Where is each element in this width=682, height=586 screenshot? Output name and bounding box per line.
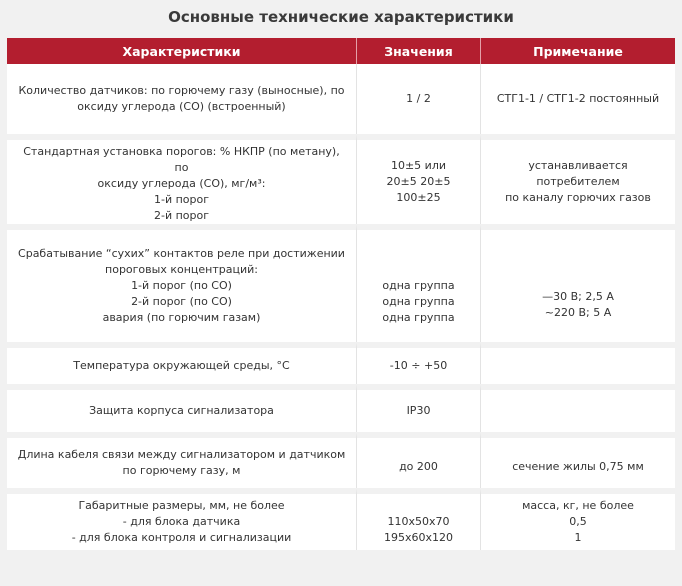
cell-text: сечение жилы 0,75 мм	[512, 460, 644, 473]
cell-note	[481, 488, 675, 550]
cell-note	[481, 384, 675, 432]
cell-text: -10 ÷ +50	[389, 359, 448, 372]
cell-text: ~220 В; 5 А	[544, 306, 612, 319]
table-row	[7, 432, 675, 488]
cell-characteristic	[7, 64, 357, 134]
header-characteristics: Характеристики	[7, 38, 357, 64]
cell-text: IP30	[406, 404, 431, 417]
cell-note	[481, 342, 675, 384]
cell-text: до 200	[399, 460, 438, 473]
cell-note	[481, 64, 675, 134]
table-row	[7, 134, 675, 224]
table-header-row	[7, 38, 675, 64]
cell-text: одна группа	[382, 311, 455, 324]
cell-text: одна группа	[382, 295, 455, 308]
table-row	[7, 384, 675, 432]
cell-value	[357, 432, 481, 488]
cell-text: 110x50x70	[387, 515, 450, 528]
cell-value	[357, 224, 481, 342]
cell-text: Срабатывание “сухих” контактов реле при достижении	[18, 247, 345, 260]
cell-text: оксиду углерода (СО), мг/м³:	[97, 177, 266, 190]
cell-text: СТГ1-1 / СТГ1-2 постоянный	[496, 92, 660, 105]
cell-value	[357, 134, 481, 224]
cell-text: 1-й порог	[153, 193, 210, 206]
cell-text: 0,5	[569, 515, 587, 528]
table-row	[7, 224, 675, 342]
cell-value	[357, 342, 481, 384]
header-values: Значения	[357, 38, 481, 64]
cell-characteristic	[7, 384, 357, 432]
cell-text: авария (по горючим газам)	[102, 311, 261, 324]
cell-text: 2-й порог (по СО)	[131, 295, 232, 308]
cell-text: одна группа	[382, 279, 455, 292]
cell-note	[481, 432, 675, 488]
cell-text: оксиду углерода (СО) (встроенный)	[77, 100, 286, 113]
cell-note	[481, 224, 675, 342]
cell-characteristic	[7, 224, 357, 342]
cell-value	[357, 384, 481, 432]
specs-table	[7, 38, 675, 550]
cell-characteristic	[7, 488, 357, 550]
cell-text: Габаритные размеры, мм, не более	[78, 499, 285, 512]
cell-text: Стандартная установка порогов: % НКПР (по метану), по	[23, 145, 340, 174]
cell-text: 2-й порог	[153, 209, 210, 222]
table-row	[7, 64, 675, 134]
table-row	[7, 342, 675, 384]
cell-text: Защита корпуса сигнализатора	[89, 404, 274, 417]
cell-value	[357, 488, 481, 550]
cell-characteristic	[7, 342, 357, 384]
cell-text: 1-й порог (по СО)	[131, 279, 232, 292]
header-note: Примечание	[481, 38, 675, 64]
cell-text: 20±5 20±5 100±25	[386, 175, 451, 204]
cell-text: масса, кг, не более	[522, 499, 634, 512]
cell-text: Температура окружающей среды, °С	[73, 359, 290, 372]
cell-text: пороговых концентраций:	[105, 263, 258, 276]
cell-text: —30 В; 2,5 А	[542, 290, 614, 303]
cell-text: 1	[574, 531, 582, 544]
cell-text: устанавливается потребителем	[528, 159, 628, 188]
cell-text: - для блока датчика	[122, 515, 241, 528]
cell-text: по каналу горючих газов	[505, 191, 651, 204]
cell-text: 195x60x120	[383, 531, 453, 544]
cell-text: по горючему газу, м	[122, 464, 241, 477]
table-row	[7, 488, 675, 550]
cell-characteristic	[7, 432, 357, 488]
cell-text: Количество датчиков: по горючему газу (выносные), по	[18, 84, 345, 97]
cell-text: Длина кабеля связи между сигнализатором и датчиком	[17, 448, 346, 461]
cell-note	[481, 134, 675, 224]
cell-text: - для блока контроля и сигнализации	[71, 531, 292, 544]
cell-text: 10±5 или	[390, 159, 447, 172]
cell-text: 1 / 2	[406, 92, 431, 105]
page-title: Основные технические характеристики	[168, 8, 514, 26]
cell-value	[357, 64, 481, 134]
cell-characteristic	[7, 134, 357, 224]
